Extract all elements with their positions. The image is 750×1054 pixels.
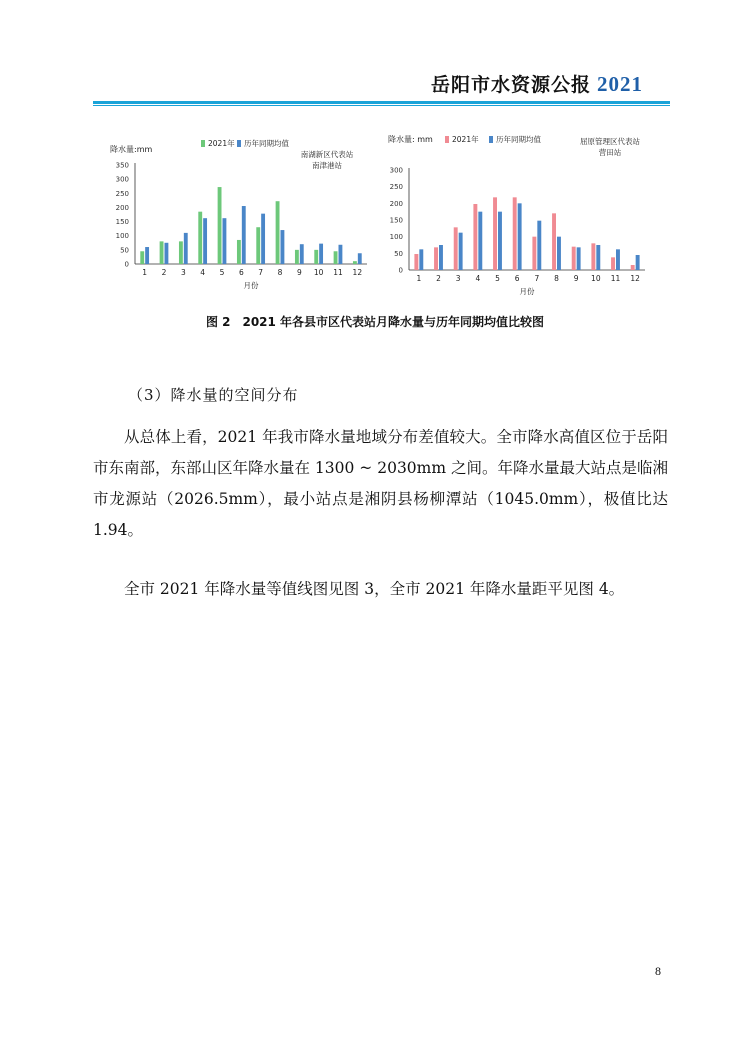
- bar-2021-month-1: [140, 251, 144, 264]
- y-tick-label: 350: [115, 161, 129, 170]
- section-heading: （3）降水量的空间分布: [128, 386, 299, 404]
- station-label: 屈原管理区代表站: [580, 137, 640, 146]
- station-label: 南湖新区代表站: [300, 150, 354, 159]
- bar-2021-month-9: [295, 250, 299, 264]
- y-axis-label: 降水量:mm: [110, 145, 153, 154]
- bar-average-month-1: [145, 247, 149, 264]
- station-name: 营田站: [598, 148, 622, 157]
- y-tick-label: 300: [115, 175, 129, 184]
- y-tick-label: 250: [389, 183, 403, 192]
- bar-2021-month-3: [179, 241, 183, 264]
- x-tick-label: 6: [238, 268, 244, 277]
- x-tick-label: 5: [495, 274, 500, 283]
- y-tick-label: 50: [120, 246, 129, 255]
- report-year: 2021: [597, 72, 644, 96]
- legend-swatch-average: [489, 136, 493, 143]
- x-tick-label: 10: [591, 274, 601, 283]
- report-title: [431, 70, 665, 97]
- x-tick-label: 12: [352, 268, 363, 277]
- bar-2021-month-10: [591, 243, 595, 270]
- y-tick-label: 250: [115, 189, 129, 198]
- bar-2021-month-12: [631, 265, 635, 270]
- bar-average-month-6: [242, 206, 246, 264]
- bar-average-month-6: [518, 203, 522, 270]
- bar-average-month-8: [557, 237, 561, 270]
- x-tick-label: 2: [436, 274, 441, 283]
- bar-average-month-2: [165, 243, 169, 264]
- bar-average-month-5: [498, 212, 502, 270]
- bar-2021-month-5: [218, 187, 222, 264]
- legend-label-average: 历年同期均值: [244, 139, 289, 148]
- bar-average-month-12: [358, 253, 362, 264]
- y-tick-label: 0: [398, 266, 403, 275]
- x-tick-label: 3: [180, 268, 186, 277]
- bar-average-month-12: [636, 255, 640, 270]
- figure-caption: 图 2 2021 年各县市区代表站月降水量与历年同期均值比较图: [205, 315, 545, 329]
- bar-2021-month-10: [314, 250, 318, 264]
- bar-average-month-11: [339, 245, 343, 264]
- y-tick-label: 0: [124, 260, 129, 269]
- x-tick-label: 6: [514, 274, 520, 283]
- chart-nanjingang: [105, 130, 370, 300]
- header-rule: [93, 101, 670, 104]
- bar-2021-month-11: [334, 251, 338, 264]
- page-number: 8: [655, 964, 661, 978]
- bar-2021-month-6: [513, 197, 517, 270]
- x-tick-label: 10: [313, 268, 324, 277]
- bar-2021-month-4: [198, 212, 202, 264]
- bar-average-month-8: [281, 230, 285, 264]
- x-tick-label: 1: [142, 268, 148, 277]
- bar-2021-month-8: [276, 201, 280, 264]
- bar-average-month-5: [223, 218, 227, 264]
- y-tick-label: 200: [389, 199, 403, 208]
- x-tick-label: 8: [554, 274, 559, 283]
- bar-average-month-10: [596, 245, 600, 270]
- y-tick-label: 300: [389, 166, 403, 175]
- x-tick-label: 3: [455, 274, 461, 283]
- legend-label-2021: 2021年: [452, 135, 479, 144]
- bar-2021-month-2: [160, 241, 164, 264]
- bar-2021-month-3: [454, 227, 458, 270]
- legend-swatch-2021: [445, 136, 449, 143]
- station-name: 南津港站: [312, 161, 342, 170]
- y-tick-label: 200: [115, 203, 129, 212]
- legend-label-2021: 2021年: [208, 139, 235, 148]
- x-tick-label: 11: [610, 274, 621, 283]
- chart-nanjingang-svg: [105, 130, 370, 300]
- x-tick-label: 4: [475, 274, 481, 283]
- x-axis-label: 月份: [243, 281, 259, 290]
- bar-average-month-1: [419, 249, 423, 270]
- x-axis-label: 月份: [519, 287, 535, 296]
- bar-2021-month-12: [353, 261, 357, 264]
- bar-2021-month-2: [434, 247, 438, 270]
- x-tick-label: 1: [416, 274, 422, 283]
- bar-average-month-7: [261, 214, 265, 264]
- bar-average-month-2: [439, 245, 443, 270]
- bar-average-month-4: [203, 218, 207, 264]
- bar-average-month-9: [300, 244, 304, 264]
- y-tick-label: 100: [115, 232, 129, 241]
- legend-swatch-average: [237, 140, 241, 147]
- y-tick-label: 100: [389, 233, 403, 242]
- bar-average-month-3: [184, 233, 188, 264]
- x-tick-label: 2: [161, 268, 167, 277]
- bar-2021-month-9: [572, 247, 576, 270]
- y-tick-label: 150: [115, 218, 129, 227]
- x-tick-label: 8: [277, 268, 283, 277]
- bar-average-month-7: [537, 221, 541, 270]
- bar-average-month-10: [319, 244, 323, 264]
- bar-average-month-9: [577, 247, 581, 270]
- x-tick-label: 9: [573, 274, 579, 283]
- chart-yingtian: [383, 128, 663, 300]
- paragraph-spatial-distribution: 从总体上看，2021 年我市降水量地域分布差值较大。全市降水高值区位于岳阳市东南部，东部山区年降水量在 1300 ~ 2030mm 之间。年降水量最大站点是临湘市龙源站（2026.5mm），最小站点是湘阴县杨柳潭站（1045.0mm），极值比达 1.94。: [93, 428, 668, 539]
- x-tick-label: 9: [296, 268, 302, 277]
- bar-2021-month-11: [611, 257, 615, 270]
- bar-2021-month-7: [256, 227, 260, 264]
- bar-average-month-4: [478, 212, 482, 270]
- header-rule-thin: [93, 105, 670, 106]
- x-tick-label: 12: [630, 274, 640, 283]
- x-tick-label: 5: [219, 268, 225, 277]
- bar-2021-month-5: [493, 197, 497, 270]
- y-tick-label: 150: [389, 216, 403, 225]
- paragraph-figure-reference: 全市 2021 年降水量等值线图见图 3，全市 2021 年降水量距平见图 4。: [124, 580, 625, 598]
- x-tick-label: 11: [333, 268, 343, 277]
- bar-2021-month-8: [552, 213, 556, 270]
- bar-2021-month-1: [414, 254, 418, 270]
- legend-swatch-2021: [201, 140, 205, 147]
- bar-average-month-3: [459, 233, 463, 270]
- x-tick-label: 7: [534, 274, 540, 283]
- y-tick-label: 50: [394, 249, 403, 258]
- chart-yingtian-svg: [383, 128, 663, 300]
- bar-2021-month-7: [532, 237, 536, 270]
- bar-average-month-11: [616, 249, 620, 270]
- legend-label-average: 历年同期均值: [496, 135, 541, 144]
- report-title-text: 岳阳市水资源公报: [431, 74, 592, 96]
- x-tick-label: 4: [200, 268, 206, 277]
- bar-2021-month-6: [237, 240, 241, 264]
- bar-2021-month-4: [473, 204, 477, 270]
- x-tick-label: 7: [258, 268, 264, 277]
- y-axis-label: 降水量: mm: [388, 135, 433, 144]
